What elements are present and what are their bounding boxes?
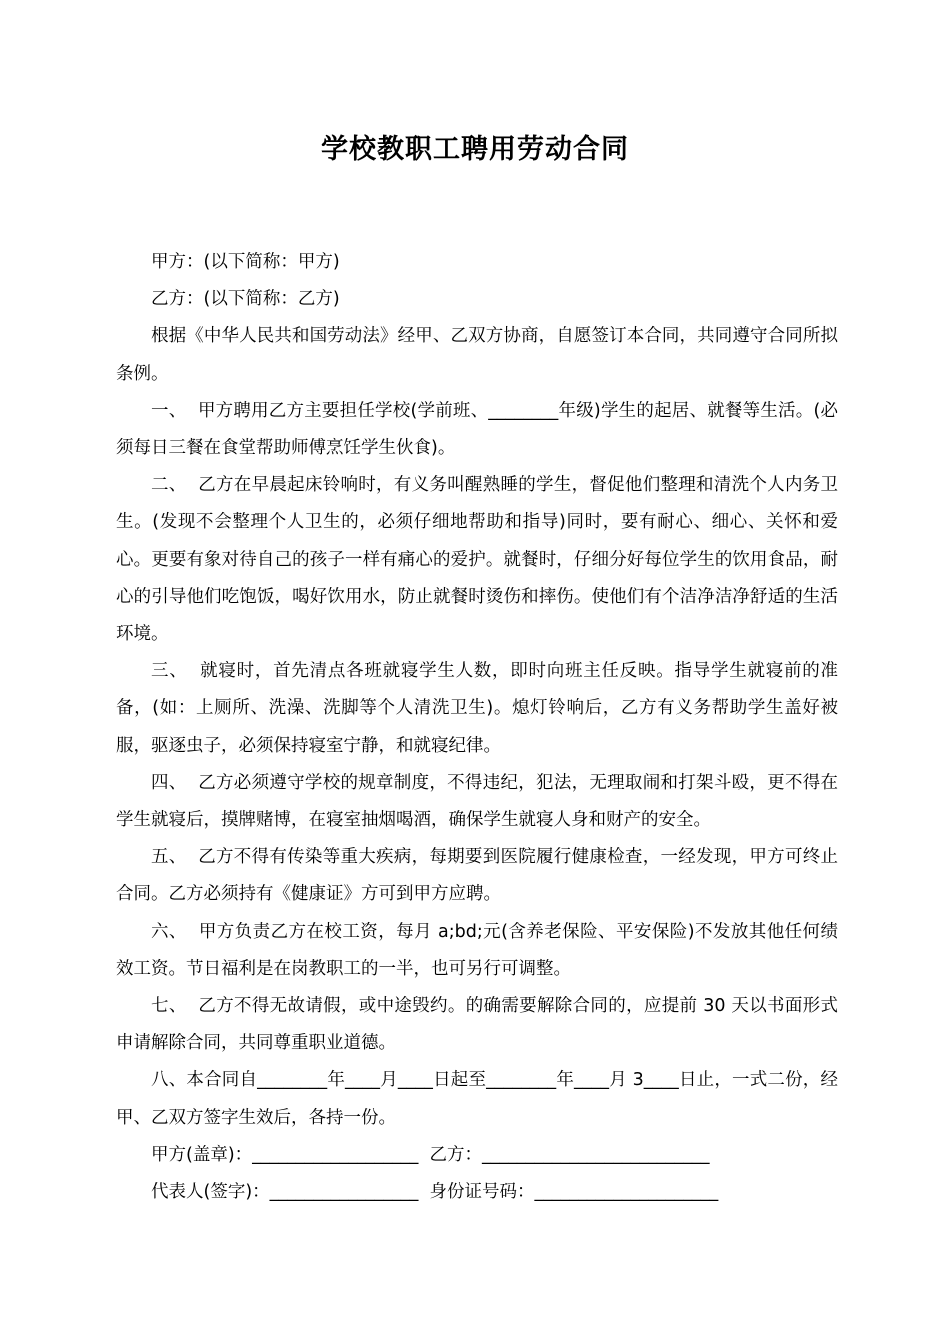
preamble-paragraph: 根据《中华人民共和国劳动法》经甲、乙双方协商，自愿签订本合同，共同遵守合同所拟条例。 (116, 326, 838, 384)
contract-body (116, 244, 838, 1211)
clause-5: 五、 乙方不得有传染等重大疾病，每期要到医院履行健康检查，一经发现，甲方可终止合同。乙方必须持有《健康证》方可到甲方应聘。 (116, 847, 838, 905)
clause-6: 六、 甲方负责乙方在校工资，每月 a;bd;元(含养老保险、平安保险)不发放其他任何绩效工资。节日福利是在岗教职工的一半，也可另行可调整。 (116, 921, 838, 979)
clause-8: 八、本合同自________年____月____日起至________年____月 3____日止，一式二份，经甲、乙双方签字生效后，各持一份。 (116, 1070, 838, 1128)
party-b-line: 乙方：(以下简称：乙方) (151, 289, 340, 310)
clause-3: 三、 就寝时，首先清点各班就寝学生人数，即时向班主任反映。指导学生就寝前的准备，(如：上厕所、洗澡、洗脚等个人清洗卫生)。熄灯铃响后，乙方有义务帮助学生盖好被服，驱逐虫子，必须保持寝室宁静，和就寝纪律。 (116, 661, 838, 756)
signature-line-representative: 代表人(签字)：_________________ 身份证号码：_____________________ (151, 1182, 719, 1203)
clause-7: 七、 乙方不得无故请假，或中途毁约。的确需要解除合同的，应提前 30 天以书面形式申请解除合同，共同尊重职业道德。 (116, 996, 838, 1054)
party-a-line: 甲方：(以下简称：甲方) (151, 252, 340, 272)
document-title: 学校教职工聘用劳动合同 (321, 134, 629, 165)
clause-4: 四、 乙方必须遵守学校的规章制度，不得违纪，犯法，无理取闹和打架斗殴，更不得在学生就寝后，摸牌赌博，在寝室抽烟喝酒，确保学生就寝人身和财产的安全。 (116, 772, 838, 831)
clause-1: 一、 甲方聘用乙方主要担任学校(学前班、________年级)学生的起居、就餐等生活。(必须每日三餐在食堂帮助师傅烹饪学生伙食)。 (116, 400, 838, 459)
signature-line-party-a: 甲方(盖章)：___________________ 乙方：__________________________ (151, 1144, 710, 1165)
clause-2: 二、 乙方在早晨起床铃响时，有义务叫醒熟睡的学生，督促他们整理和清洗个人内务卫生。(发现不会整理个人卫生的，必须仔细地帮助和指导)同时，要有耐心、细心、关怀和爱心。更要有象对待自己的孩子一样有痛心的爱护。就餐时，仔细分好每位学生的饮用食品，耐心的引导他们吃饱饭，喝好饮用水，防止就餐时烫伤和摔伤。使他们有个洁净洁净舒适的生活环境。 (116, 475, 838, 645)
